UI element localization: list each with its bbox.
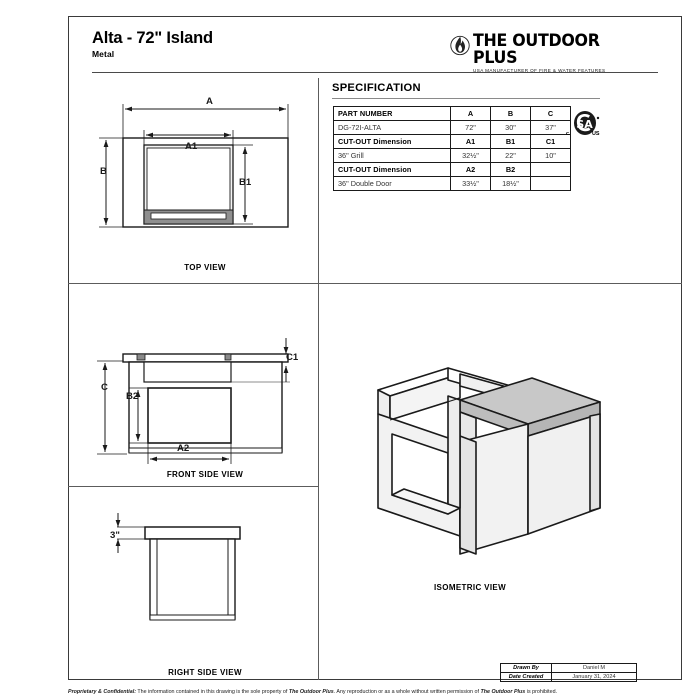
spec-value-a1: 32½" <box>451 149 491 163</box>
spec-empty-cell <box>531 177 571 191</box>
csa-certification-icon <box>563 108 607 142</box>
spec-part-number: DG-72I-ALTA <box>334 121 451 135</box>
spec-value-c1: 10" <box>531 149 571 163</box>
table-row <box>334 177 571 191</box>
spec-label: CUT-OUT Dimension <box>334 163 451 177</box>
date-created-value: January 31, 2024 <box>552 673 637 682</box>
svg-text:SA: SA <box>576 118 593 131</box>
spec-value-a2: 33½" <box>451 177 491 191</box>
footer-company-1: The Outdoor Plus <box>288 689 334 695</box>
spec-value-c: 37" <box>531 121 571 135</box>
spec-value-b: 30" <box>491 121 531 135</box>
table-row <box>334 107 571 121</box>
spec-col-b1: B1 <box>491 135 531 149</box>
specification-table <box>333 106 571 191</box>
page-subtitle: Metal <box>92 49 115 59</box>
right-view-caption: RIGHT SIDE VIEW <box>168 668 242 677</box>
spec-col-a: A <box>451 107 491 121</box>
brand-logo <box>450 31 610 73</box>
spec-value-a: 72" <box>451 121 491 135</box>
table-row <box>334 163 571 177</box>
top-view-drawing <box>85 88 320 268</box>
spec-empty-cell <box>531 163 571 177</box>
spec-col-c: C <box>531 107 571 121</box>
footer-text-3: is prohibited. <box>525 689 558 695</box>
footer-company-2: The Outdoor Plus <box>480 689 526 695</box>
panel-divider-horizontal-front <box>68 486 318 487</box>
spec-col-a2: A2 <box>451 163 491 177</box>
right-view-drawing <box>85 505 320 655</box>
brand-logo-text <box>473 32 610 73</box>
title-block-table <box>500 663 637 682</box>
isometric-view-drawing <box>352 358 642 573</box>
isometric-view-caption: ISOMETRIC VIEW <box>433 583 506 592</box>
flame-icon <box>450 32 470 58</box>
csa-left-label: c <box>566 131 569 137</box>
page-title: Alta - 72" Island <box>92 29 213 47</box>
table-row <box>501 664 637 673</box>
panel-divider-horizontal-top <box>68 283 682 284</box>
front-view-dim-a2: A2 <box>177 443 190 454</box>
table-row <box>334 135 571 149</box>
spec-value-b1: 22" <box>491 149 531 163</box>
spec-col-b: B <box>491 107 531 121</box>
document-title-block <box>92 28 392 59</box>
csa-right-label: US <box>592 131 600 137</box>
top-view-dim-a1: A1 <box>185 141 198 152</box>
table-row <box>334 121 571 135</box>
top-view-caption: TOP VIEW <box>184 263 226 272</box>
footer-text-1: The information contained in this drawing is the sole property of <box>136 689 289 695</box>
right-view-dim-3in: 3" <box>110 530 120 541</box>
spec-label: PART NUMBER <box>334 107 451 121</box>
top-view-dim-b1: B1 <box>239 177 252 188</box>
spec-col-b2: B2 <box>491 163 531 177</box>
spec-col-c1: C1 <box>531 135 571 149</box>
spec-grill-label: 36" Grill <box>334 149 451 163</box>
top-view-dim-b: B <box>100 166 107 177</box>
footer-bold-prefix: Proprietary & Confidential: <box>68 689 136 695</box>
spec-door-label: 36" Double Door <box>334 177 451 191</box>
spec-col-a1: A1 <box>451 135 491 149</box>
footer-text-2: . Any reproduction or as a whole without written permission of <box>333 689 481 695</box>
top-view-dim-a: A <box>206 96 213 107</box>
header-divider <box>92 72 658 73</box>
date-created-label: Date Created <box>501 673 552 682</box>
front-view-dim-b2: B2 <box>126 391 139 402</box>
front-view-caption: FRONT SIDE VIEW <box>166 470 244 479</box>
drawn-by-value: Daniel M <box>552 664 637 673</box>
footer-legal-notice <box>68 688 682 696</box>
spec-label: CUT-OUT Dimension <box>334 135 451 149</box>
table-row <box>501 673 637 682</box>
specification-underline <box>332 98 600 99</box>
front-view-drawing <box>85 330 320 470</box>
brand-name: THE OUTDOOR PLUS <box>473 31 600 67</box>
spec-value-b2: 18½" <box>491 177 531 191</box>
specification-heading: SPECIFICATION <box>332 82 421 94</box>
front-view-dim-c1: C1 <box>286 352 299 363</box>
table-row <box>334 149 571 163</box>
front-view-dim-c: C <box>101 382 108 393</box>
drawn-by-label: Drawn By <box>501 664 552 673</box>
brand-tagline: USA MANUFACTURER OF FIRE & WATER FEATURES <box>473 67 606 73</box>
